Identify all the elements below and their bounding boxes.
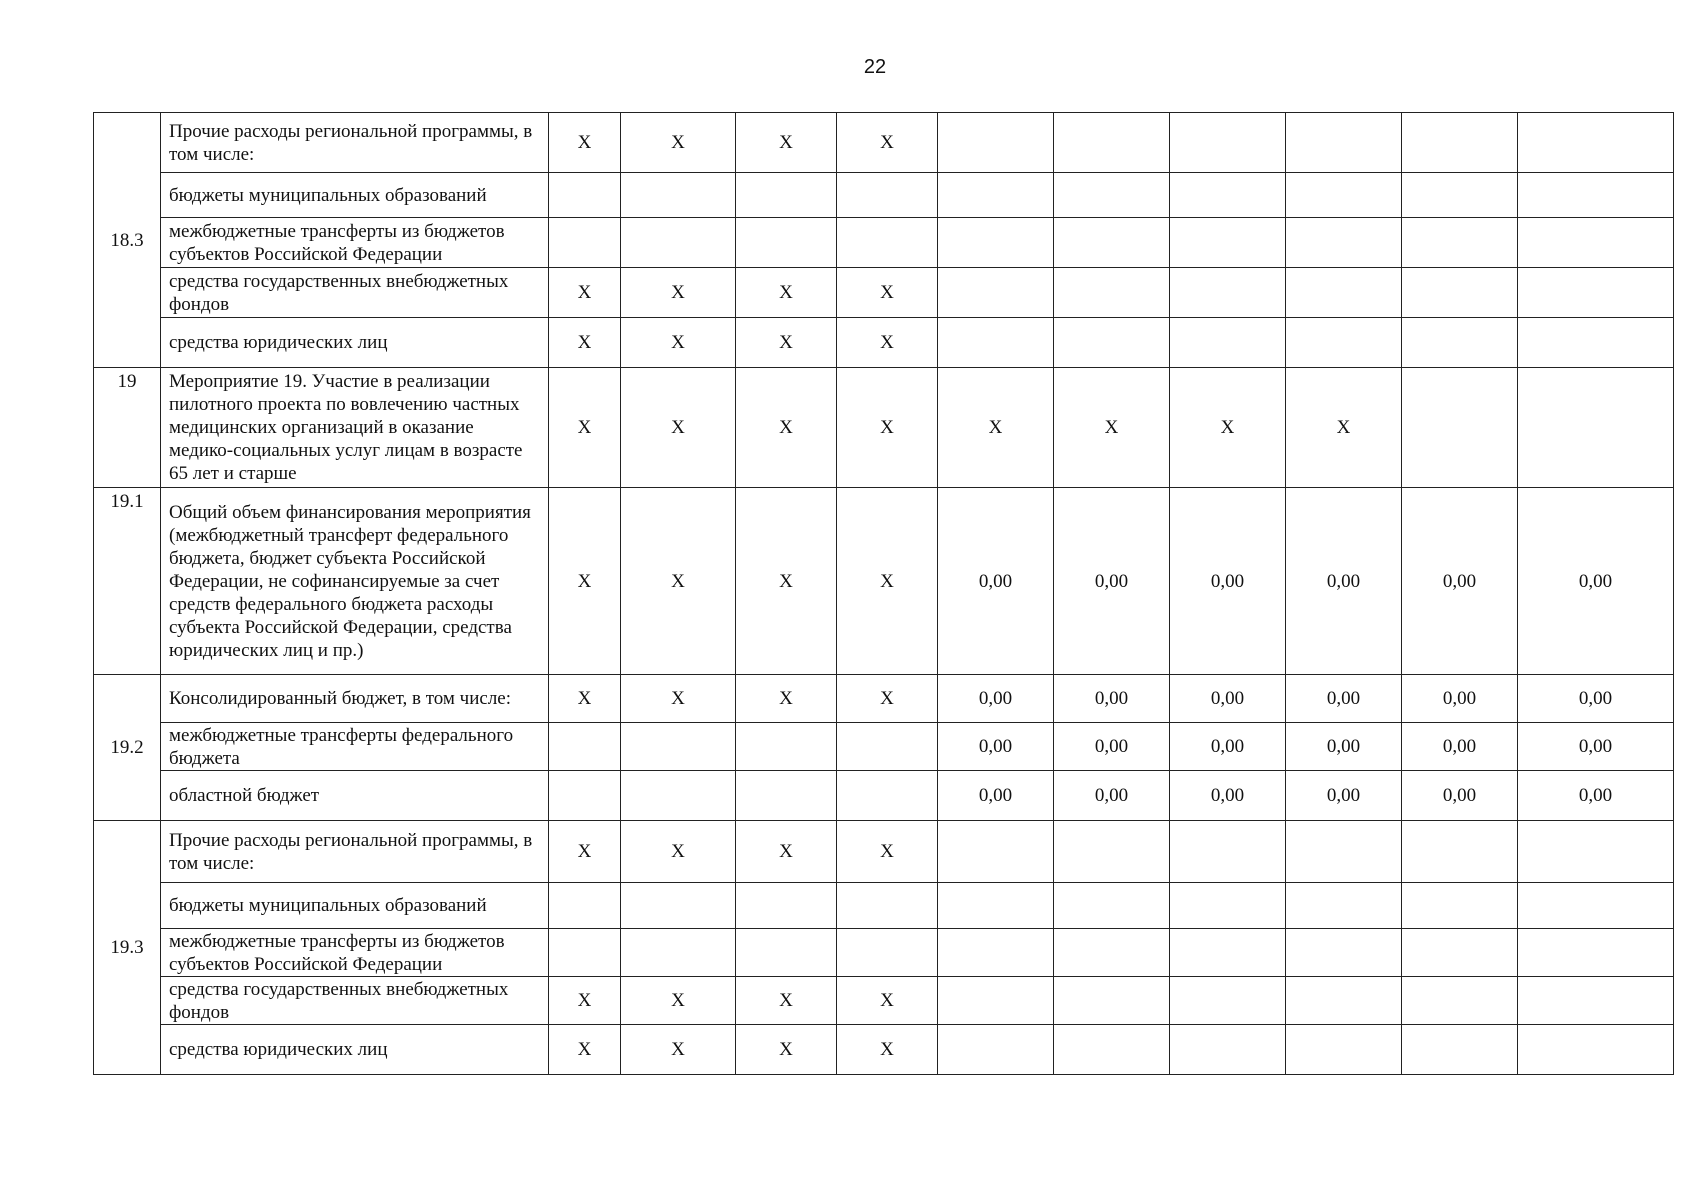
value-cell: 0,00 (938, 771, 1054, 821)
x-cell: Х (621, 977, 736, 1025)
empty-cell (938, 268, 1054, 318)
empty-cell (938, 218, 1054, 268)
value-cell: 0,00 (1286, 675, 1402, 723)
value-cell: 0,00 (1518, 488, 1674, 675)
x-cell: Х (621, 113, 736, 173)
row-label: Консолидированный бюджет, в том числе: (161, 675, 549, 723)
empty-cell (549, 173, 621, 218)
value-cell: 0,00 (1286, 723, 1402, 771)
x-cell: Х (736, 675, 837, 723)
empty-cell (621, 218, 736, 268)
row-label: средства государственных внебюджетных фондов (161, 977, 549, 1025)
empty-cell (938, 821, 1054, 883)
row-number: 19 (94, 368, 161, 488)
value-cell: 0,00 (1170, 771, 1286, 821)
empty-cell (1170, 113, 1286, 173)
value-cell: 0,00 (1402, 771, 1518, 821)
table-row (94, 771, 1674, 821)
x-cell: Х (621, 368, 736, 488)
table-row (94, 268, 1674, 318)
row-number: 19.2 (94, 675, 161, 821)
empty-cell (621, 883, 736, 929)
empty-cell (1054, 268, 1170, 318)
empty-cell (1170, 883, 1286, 929)
x-cell: Х (938, 368, 1054, 488)
empty-cell (1286, 218, 1402, 268)
row-label: Прочие расходы региональной программы, в том числе: (161, 113, 549, 173)
row-label: Прочие расходы региональной программы, в том числе: (161, 821, 549, 883)
x-cell: Х (736, 268, 837, 318)
empty-cell (549, 723, 621, 771)
row-label: Мероприятие 19. Участие в реализации пилотного проекта по вовлечению частных медицинских организаций в оказание медико-социальных услуг лицам в возрасте 65 лет и старше (161, 368, 549, 488)
empty-cell (1170, 218, 1286, 268)
empty-cell (837, 723, 938, 771)
x-cell: Х (736, 1025, 837, 1075)
empty-cell (1402, 883, 1518, 929)
value-cell: 0,00 (1286, 771, 1402, 821)
x-cell: Х (621, 821, 736, 883)
empty-cell (549, 218, 621, 268)
empty-cell (938, 173, 1054, 218)
x-cell: Х (621, 1025, 736, 1075)
x-cell: Х (736, 318, 837, 368)
x-cell: Х (549, 675, 621, 723)
value-cell: 0,00 (1518, 771, 1674, 821)
x-cell: Х (549, 113, 621, 173)
empty-cell (1402, 173, 1518, 218)
row-label: средства юридических лиц (161, 318, 549, 368)
x-cell: Х (837, 821, 938, 883)
empty-cell (1286, 883, 1402, 929)
table-row (94, 929, 1674, 977)
empty-cell (736, 218, 837, 268)
empty-cell (549, 771, 621, 821)
x-cell: Х (837, 268, 938, 318)
empty-cell (1518, 929, 1674, 977)
table-row (94, 977, 1674, 1025)
empty-cell (1170, 977, 1286, 1025)
table-row (94, 675, 1674, 723)
x-cell: Х (549, 821, 621, 883)
empty-cell (1518, 173, 1674, 218)
empty-cell (1286, 113, 1402, 173)
value-cell: 0,00 (1402, 723, 1518, 771)
empty-cell (938, 883, 1054, 929)
value-cell: 0,00 (1518, 723, 1674, 771)
x-cell: Х (549, 318, 621, 368)
x-cell: Х (837, 675, 938, 723)
empty-cell (1402, 368, 1518, 488)
empty-cell (1054, 821, 1170, 883)
empty-cell (1286, 821, 1402, 883)
empty-cell (1518, 883, 1674, 929)
empty-cell (1286, 318, 1402, 368)
empty-cell (837, 218, 938, 268)
empty-cell (1402, 318, 1518, 368)
empty-cell (1054, 113, 1170, 173)
x-cell: Х (736, 113, 837, 173)
empty-cell (621, 723, 736, 771)
empty-cell (938, 977, 1054, 1025)
empty-cell (736, 723, 837, 771)
row-label: межбюджетные трансферты федерального бюджета (161, 723, 549, 771)
empty-cell (1170, 318, 1286, 368)
empty-cell (1286, 929, 1402, 977)
empty-cell (1402, 821, 1518, 883)
value-cell: 0,00 (1054, 723, 1170, 771)
empty-cell (1054, 318, 1170, 368)
x-cell: Х (837, 488, 938, 675)
table-row (94, 318, 1674, 368)
value-cell: 0,00 (1170, 675, 1286, 723)
x-cell: Х (621, 675, 736, 723)
row-label: бюджеты муниципальных образований (161, 883, 549, 929)
empty-cell (1054, 883, 1170, 929)
x-cell: Х (1170, 368, 1286, 488)
row-label: бюджеты муниципальных образований (161, 173, 549, 218)
x-cell: Х (736, 977, 837, 1025)
empty-cell (1286, 1025, 1402, 1075)
table-row (94, 488, 1674, 675)
empty-cell (1518, 318, 1674, 368)
row-number: 18.3 (94, 113, 161, 368)
empty-cell (1170, 1025, 1286, 1075)
empty-cell (1054, 977, 1170, 1025)
x-cell: Х (736, 821, 837, 883)
budget-table (93, 112, 1674, 1075)
value-cell: 0,00 (938, 675, 1054, 723)
x-cell: Х (837, 113, 938, 173)
empty-cell (736, 929, 837, 977)
empty-cell (1170, 821, 1286, 883)
empty-cell (938, 929, 1054, 977)
x-cell: Х (549, 1025, 621, 1075)
value-cell: 0,00 (1402, 675, 1518, 723)
table-row (94, 723, 1674, 771)
empty-cell (621, 929, 736, 977)
empty-cell (736, 883, 837, 929)
x-cell: Х (837, 318, 938, 368)
empty-cell (837, 883, 938, 929)
empty-cell (1518, 821, 1674, 883)
table-row (94, 173, 1674, 218)
empty-cell (736, 173, 837, 218)
x-cell: Х (621, 488, 736, 675)
x-cell: Х (549, 268, 621, 318)
empty-cell (1054, 1025, 1170, 1075)
empty-cell (1518, 977, 1674, 1025)
table-row (94, 113, 1674, 173)
empty-cell (1170, 173, 1286, 218)
value-cell: 0,00 (1402, 488, 1518, 675)
empty-cell (1518, 368, 1674, 488)
x-cell: Х (736, 488, 837, 675)
row-label: Общий объем финансирования мероприятия (межбюджетный трансферт федерального бюджета, бюджет субъекта Российской Федерации, не софинансируемые за счет средств федерального бюджета расходы субъекта Российской Федерации, средства юридических лиц и пр.) (161, 488, 549, 675)
empty-cell (736, 771, 837, 821)
x-cell: Х (549, 488, 621, 675)
x-cell: Х (1054, 368, 1170, 488)
empty-cell (1286, 977, 1402, 1025)
x-cell: Х (1286, 368, 1402, 488)
row-number: 19.1 (94, 488, 161, 675)
value-cell: 0,00 (1054, 488, 1170, 675)
row-number: 19.3 (94, 821, 161, 1075)
table-row (94, 1025, 1674, 1075)
row-label: межбюджетные трансферты из бюджетов субъектов Российской Федерации (161, 929, 549, 977)
x-cell: Х (837, 1025, 938, 1075)
table-row (94, 821, 1674, 883)
empty-cell (621, 173, 736, 218)
empty-cell (1286, 173, 1402, 218)
empty-cell (621, 771, 736, 821)
value-cell: 0,00 (1170, 488, 1286, 675)
row-label: областной бюджет (161, 771, 549, 821)
table-row (94, 218, 1674, 268)
value-cell: 0,00 (938, 723, 1054, 771)
empty-cell (1402, 268, 1518, 318)
empty-cell (1402, 113, 1518, 173)
empty-cell (1170, 268, 1286, 318)
x-cell: Х (736, 368, 837, 488)
row-label: средства юридических лиц (161, 1025, 549, 1075)
empty-cell (1054, 173, 1170, 218)
empty-cell (1518, 218, 1674, 268)
empty-cell (1402, 218, 1518, 268)
value-cell: 0,00 (1054, 675, 1170, 723)
empty-cell (549, 883, 621, 929)
value-cell: 0,00 (1054, 771, 1170, 821)
x-cell: Х (549, 977, 621, 1025)
empty-cell (938, 113, 1054, 173)
empty-cell (1170, 929, 1286, 977)
empty-cell (938, 1025, 1054, 1075)
empty-cell (1054, 929, 1170, 977)
empty-cell (837, 929, 938, 977)
empty-cell (1518, 268, 1674, 318)
row-label: средства государственных внебюджетных фондов (161, 268, 549, 318)
x-cell: Х (621, 268, 736, 318)
value-cell: 0,00 (1518, 675, 1674, 723)
value-cell: 0,00 (1286, 488, 1402, 675)
empty-cell (938, 318, 1054, 368)
x-cell: Х (837, 368, 938, 488)
empty-cell (549, 929, 621, 977)
empty-cell (1286, 268, 1402, 318)
value-cell: 0,00 (938, 488, 1054, 675)
x-cell: Х (837, 977, 938, 1025)
empty-cell (1402, 977, 1518, 1025)
x-cell: Х (549, 368, 621, 488)
value-cell: 0,00 (1170, 723, 1286, 771)
empty-cell (1054, 218, 1170, 268)
empty-cell (837, 173, 938, 218)
empty-cell (1518, 113, 1674, 173)
x-cell: Х (621, 318, 736, 368)
table-row (94, 883, 1674, 929)
row-label: межбюджетные трансферты из бюджетов субъектов Российской Федерации (161, 218, 549, 268)
empty-cell (1518, 1025, 1674, 1075)
table-row (94, 368, 1674, 488)
page-number: 22 (863, 56, 887, 78)
empty-cell (837, 771, 938, 821)
empty-cell (1402, 1025, 1518, 1075)
empty-cell (1402, 929, 1518, 977)
